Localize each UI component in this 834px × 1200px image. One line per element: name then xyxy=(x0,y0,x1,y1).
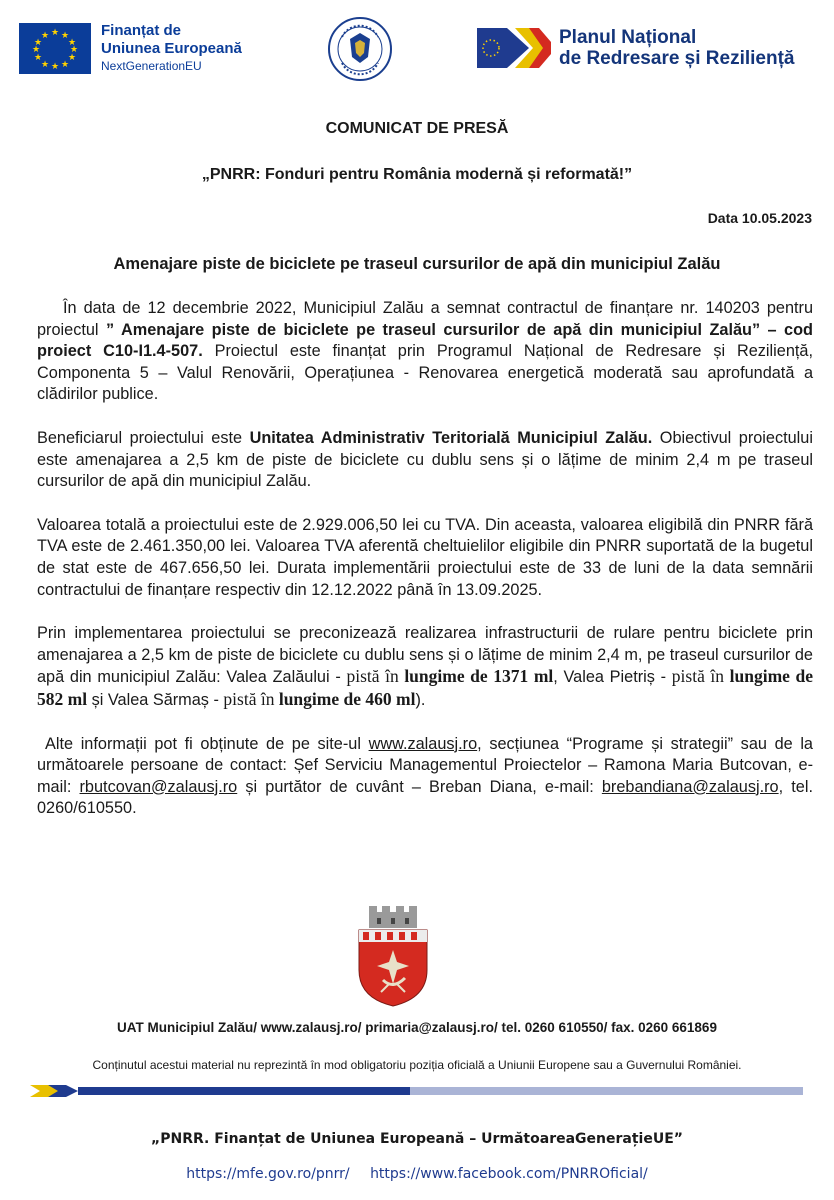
project-name-bold: ” Amenajare piste de biciclete pe traseul cursurilor de apă din municipiul Zalău” – cod proiect C10-I1.4-507. xyxy=(37,320,813,361)
footer-slogan: „PNRR. Finanțat de Uniunea Europeană – UrmătoareaGenerațieUE” xyxy=(151,1131,683,1147)
paragraph-text: Prin implementarea proiectului se preconizează realizarea infrastructurii de rulare pentru biciclete prin amenajarea a 2,5 km de piste de biciclete cu dublu sens și o lățime de minim 2,4 m, pe traseul cursurilor de apă din municipiul Zalău: Valea Zalăului - xyxy=(37,624,813,687)
beneficiary-bold: Unitatea Administrativ Teritorială Municipiul Zalău. xyxy=(249,428,653,447)
paragraph-text: și purtător de cuvânt – Breban Diana, e-mail: xyxy=(237,777,602,796)
eu-logo-line1: Finanțat de xyxy=(101,22,182,39)
paragraph-text: În data de 12 decembrie 2022, Municipiul Zalău a semnat contractul de finanțare nr. 140203 pentru proiectul xyxy=(37,299,813,339)
paragraph-text: , Valea Pietriș - xyxy=(553,668,672,687)
facebook-link[interactable]: https://www.facebook.com/PNRROficial/ xyxy=(370,1166,648,1182)
eu-funding-logo xyxy=(19,22,242,74)
footer-links xyxy=(0,1166,834,1182)
email-link-butcovan[interactable]: rbutcovan@zalausj.ro xyxy=(79,777,238,796)
press-release-title: COMUNICAT DE PRESĂ xyxy=(325,120,509,137)
paragraph-contact xyxy=(37,734,813,820)
government-seal-icon xyxy=(328,17,392,81)
paragraph-text: Proiectul este finanțat prin Programul Național de Redresare și Reziliență, Componenta 5 – Valul Renovării, Operațiunea - Renovarea energetică moderată sau aprofundată a clădirilor publice. xyxy=(37,342,813,404)
paragraph-implementation xyxy=(37,623,813,711)
length-bold: lungime de 582 ml xyxy=(37,666,813,709)
footer-disclaimer: Conținutul acestui material nu reprezintă în mod obligatoriu poziția oficială a Uniunii Europene sau a Guvernului României. xyxy=(92,1058,742,1072)
website-link[interactable]: www.zalausj.ro xyxy=(368,734,478,753)
footer-contact-line: UAT Municipiul Zalău/ www.zalausj.ro/ primaria@zalausj.ro/ tel. 0260 610550/ fax. 0260 661869 xyxy=(117,1020,717,1035)
footer-band xyxy=(30,1083,803,1099)
paragraph-text: pistă în xyxy=(671,666,730,687)
pnrr-logo-line2: de Redresare și Reziliență xyxy=(559,48,795,69)
paragraph-text: și Valea Sărmaș - xyxy=(87,690,224,709)
paragraph-value xyxy=(37,515,813,601)
paragraph-text: , secțiunea “Programe și strategii” sau de la următoarele persoane de contact: Șef Serviciu Managementul Proiectelor – Ramona Maria Butcovan, e-mail: xyxy=(37,734,813,796)
press-body xyxy=(37,298,813,842)
length-bold: lungime de 1371 ml xyxy=(404,666,554,687)
paragraph-text: Valoarea totală a proiectului este de 2.929.006,50 lei cu TVA. Din aceasta, valoarea eligibilă din PNRR fără TVA este de 2.461.350,00 lei. Valoarea TVA aferentă cheltuielilor eligibile din PNRR suportată de la bugetul de stat este de 467.656,50 lei. Durata implementării proiectului este de 33 de luni de la data semnării contractului de finanțare respectiv din 12.12.2022 până în 13.09.2025. xyxy=(37,515,813,599)
paragraph-text: ). xyxy=(415,690,426,709)
length-bold: lungime de 460 ml xyxy=(278,688,416,709)
paragraph-text: Obiectivul proiectului este amenajarea a 2,5 km de piste de biciclete cu dublu sens și o lățime de minim 2,4 m pe traseul cursurilor de apă din municipiul Zalău. xyxy=(37,428,813,491)
paragraph-text: Beneficiarul proiectului este xyxy=(37,428,250,447)
pnrr-flag-mark-icon xyxy=(477,22,551,74)
release-date: Data 10.05.2023 xyxy=(707,210,812,226)
press-slogan: „PNRR: Fonduri pentru România modernă și reformată!” xyxy=(201,166,633,183)
email-link-breban[interactable]: brebandiana@zalausj.ro xyxy=(601,777,779,796)
paragraph-text: , tel. 0260/610550. xyxy=(37,777,813,818)
paragraph-contract xyxy=(37,298,813,406)
zalau-coat-of-arms-icon xyxy=(355,906,431,1008)
eu-logo-line2: Uniunea Europeană xyxy=(101,40,242,57)
paragraph-text: pistă în xyxy=(346,666,405,687)
pnrr-logo-line1: Planul Național xyxy=(559,27,697,48)
paragraph-text: pistă în xyxy=(223,688,279,709)
pnrr-logo xyxy=(477,22,795,74)
eu-logo-line3: NextGenerationEU xyxy=(101,59,202,73)
paragraph-beneficiary xyxy=(37,428,813,493)
eu-flag-icon: ★ ★ ★ ★ ★ ★ ★ ★ ★ ★ ★ ★ xyxy=(19,23,91,74)
paragraph-text: Alte informații pot fi obținute de pe site-ul xyxy=(45,734,369,753)
mfe-link[interactable]: https://mfe.gov.ro/pnrr/ xyxy=(186,1166,350,1182)
project-heading: Amenajare piste de biciclete pe traseul cursurilor de apă din municipiul Zalău xyxy=(113,255,721,273)
